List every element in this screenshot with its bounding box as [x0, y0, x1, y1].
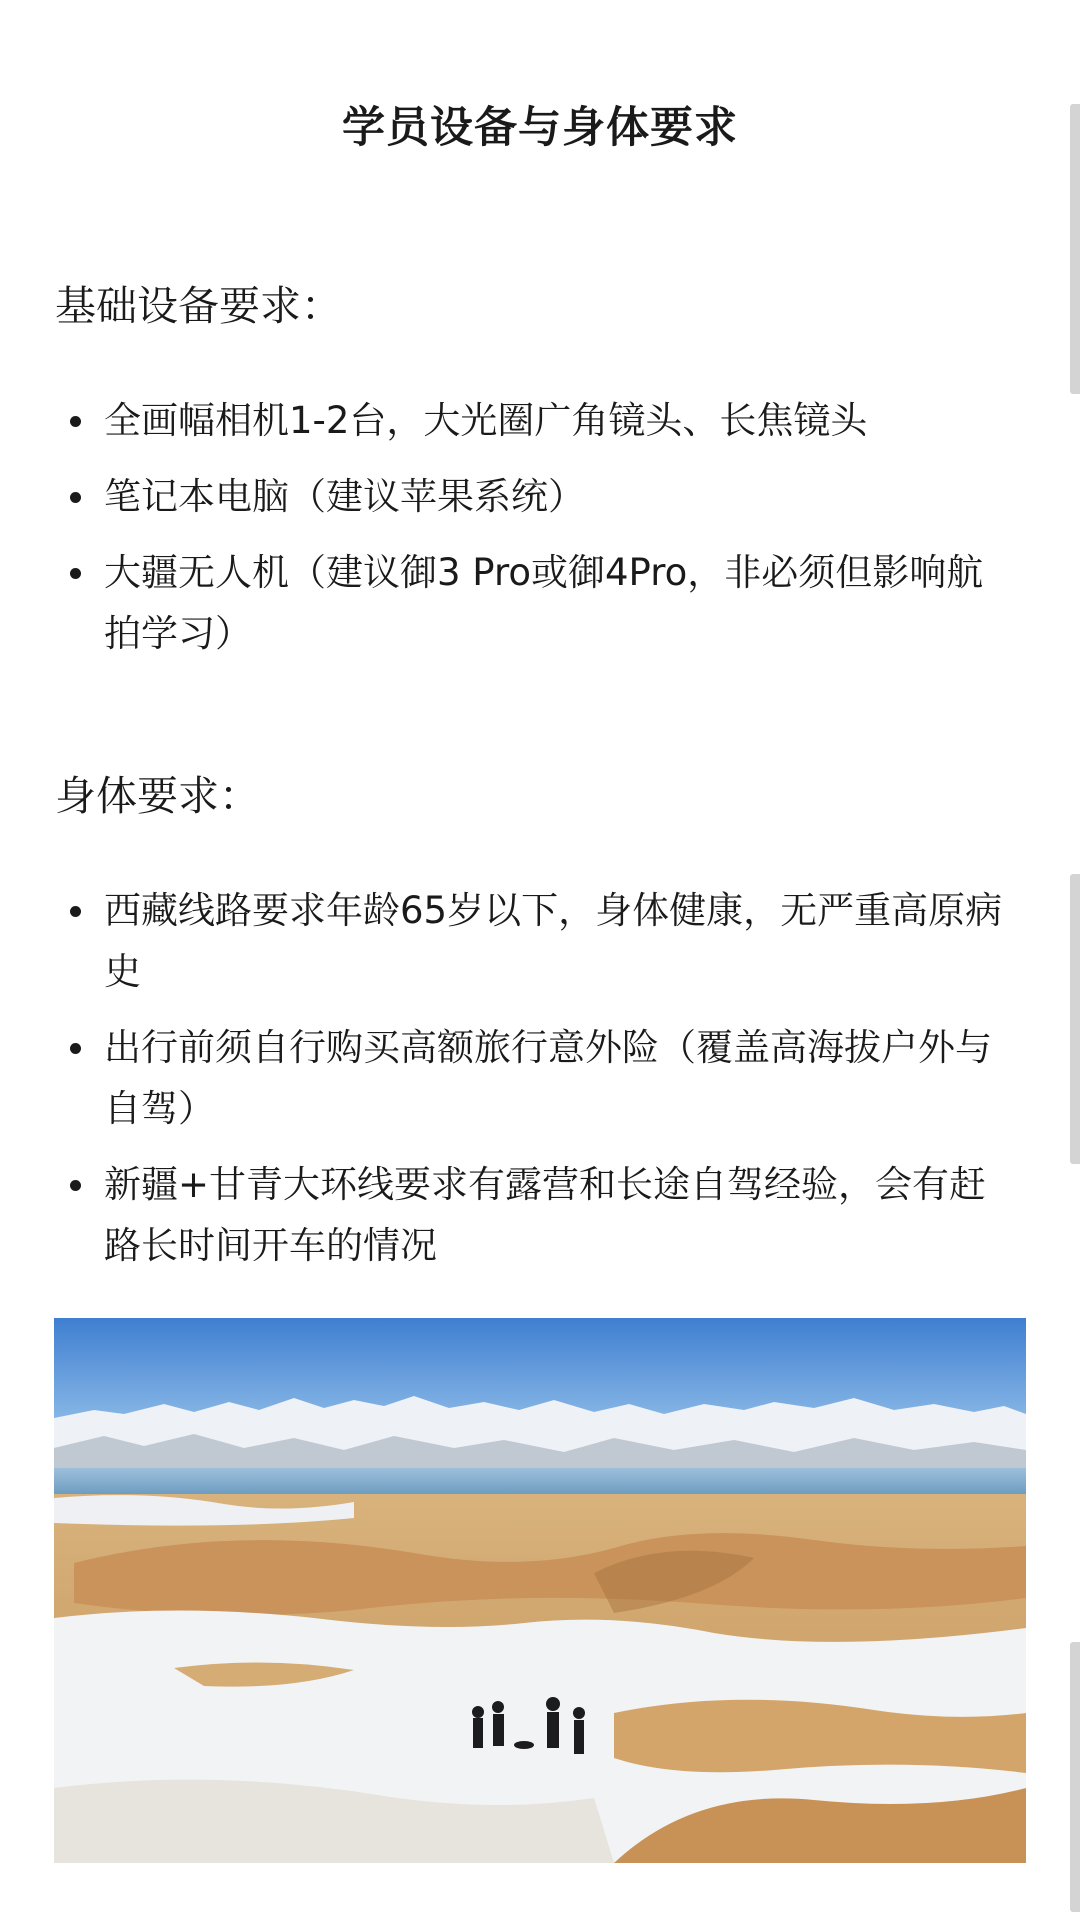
landscape-photo-drawing — [54, 1318, 1026, 1863]
physical-list — [55, 880, 1015, 1291]
list-item-text: 大疆无人机（建议御3 Pro或御4Pro，非必须但影响航拍学习） — [104, 551, 984, 655]
bullet-icon — [70, 492, 81, 503]
list-item-text: 笔记本电脑（建议苹果系统） — [104, 475, 585, 518]
list-item-text: 全画幅相机1-2台，大光圈广角镜头、长焦镜头 — [104, 399, 868, 442]
section-heading-physical: 身体要求： — [55, 772, 260, 820]
list-item-text: 西藏线路要求年龄65岁以下，身体健康，无严重高原病史 — [104, 889, 1003, 993]
equipment-list — [55, 390, 1015, 679]
list-item — [55, 542, 1015, 664]
bullet-icon — [70, 1043, 81, 1054]
list-item-text: 新疆+甘青大环线要求有露营和长途自驾经验，会有赶路长时间开车的情况 — [104, 1163, 987, 1267]
page-title: 学员设备与身体要求 — [342, 103, 738, 153]
bullet-icon — [70, 1180, 81, 1191]
landscape-photo — [54, 1318, 1026, 1863]
list-item — [55, 390, 1015, 451]
section-heading-equipment: 基础设备要求： — [55, 282, 342, 330]
bullet-icon — [70, 416, 81, 427]
list-item — [55, 1154, 1015, 1276]
list-item — [55, 880, 1015, 1002]
scroll-indicator[interactable] — [1070, 1642, 1080, 1912]
bullet-icon — [70, 906, 81, 917]
list-item-text: 出行前须自行购买高额旅行意外险（覆盖高海拔户外与自驾） — [104, 1026, 992, 1130]
list-item — [55, 466, 1015, 527]
lake — [54, 1468, 1026, 1494]
scroll-indicator[interactable] — [1070, 104, 1080, 394]
bullet-icon — [70, 568, 81, 579]
list-item — [55, 1017, 1015, 1139]
scroll-indicator[interactable] — [1070, 874, 1080, 1164]
